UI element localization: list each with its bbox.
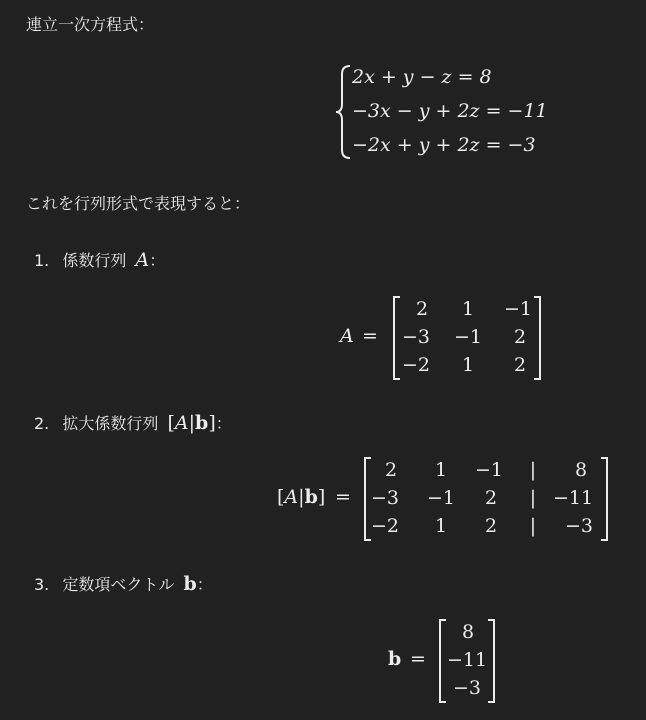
list-item-2	[34, 411, 232, 434]
vector-b-lhs: b	[388, 648, 402, 670]
augmented-cell: 1	[434, 515, 448, 537]
augmented-cell: −1	[426, 487, 456, 509]
symbol-b: b	[183, 573, 197, 595]
vector-b-cell: 8	[461, 621, 475, 643]
symbol-a: A	[135, 249, 150, 271]
list-colon: ：	[149, 251, 166, 270]
augmented-matrix-equation	[277, 456, 617, 542]
matrix-a-lhs: A	[340, 325, 354, 347]
list-number: 2.	[34, 414, 50, 433]
list-colon: ：	[196, 575, 213, 594]
matrix-a-cell: 2	[415, 298, 429, 320]
augmented-cell: −1	[474, 459, 504, 481]
matrix-a-cell: −1	[453, 326, 483, 348]
list-label: 係数行列	[62, 251, 127, 270]
equals-sign: =	[362, 325, 378, 347]
vector-b-cell: −3	[452, 677, 482, 699]
equation-system	[332, 60, 592, 164]
list-item-1	[34, 248, 165, 271]
list-number: 1.	[34, 251, 50, 270]
vector-b-equation	[388, 618, 498, 704]
symbol-augmented: [A|b]	[167, 412, 216, 434]
augmented-matrix	[363, 456, 609, 542]
matrix-a-equation	[340, 295, 550, 381]
transition-text: これを行列形式で表現すると：	[26, 194, 251, 213]
list-label: 拡大係数行列	[62, 414, 159, 433]
matrix-a	[392, 295, 542, 381]
augmented-separator: |	[529, 515, 537, 537]
augmented-separator: |	[529, 459, 537, 481]
list-label: 定数項ベクトル	[62, 575, 175, 594]
equation-3: −2x + y + 2z = −3	[352, 134, 536, 156]
matrix-a-cell: −1	[503, 298, 533, 320]
left-brace	[332, 60, 354, 164]
list-item-3	[34, 572, 213, 595]
augmented-separator: |	[529, 487, 537, 509]
list-colon: ：	[215, 414, 232, 433]
augmented-cell: 2	[484, 487, 498, 509]
augmented-cell: −3	[370, 487, 400, 509]
augmented-lhs: [A|b]	[277, 486, 326, 508]
equation-2: −3x − y + 2z = −11	[352, 100, 548, 122]
matrix-a-cell: 2	[513, 354, 527, 376]
augmented-cell: −2	[370, 515, 400, 537]
matrix-a-cell: 1	[461, 298, 475, 320]
matrix-a-cell: −2	[401, 354, 431, 376]
list-number: 3.	[34, 575, 50, 594]
augmented-cell: −11	[552, 487, 594, 509]
augmented-cell: 8	[574, 459, 588, 481]
matrix-a-cell: 1	[461, 354, 475, 376]
vector-b	[438, 618, 496, 704]
equals-sign: =	[410, 648, 426, 670]
matrix-a-cell: −3	[401, 326, 431, 348]
equals-sign: =	[335, 486, 351, 508]
augmented-cell: 2	[384, 459, 398, 481]
equation-1: 2x + y − z = 8	[352, 66, 492, 88]
augmented-cell: −3	[564, 515, 594, 537]
matrix-a-cell: 2	[513, 326, 527, 348]
augmented-cell: 1	[434, 459, 448, 481]
intro-text: 連立一次方程式：	[26, 15, 155, 34]
vector-b-cell: −11	[446, 649, 488, 671]
augmented-cell: 2	[484, 515, 498, 537]
